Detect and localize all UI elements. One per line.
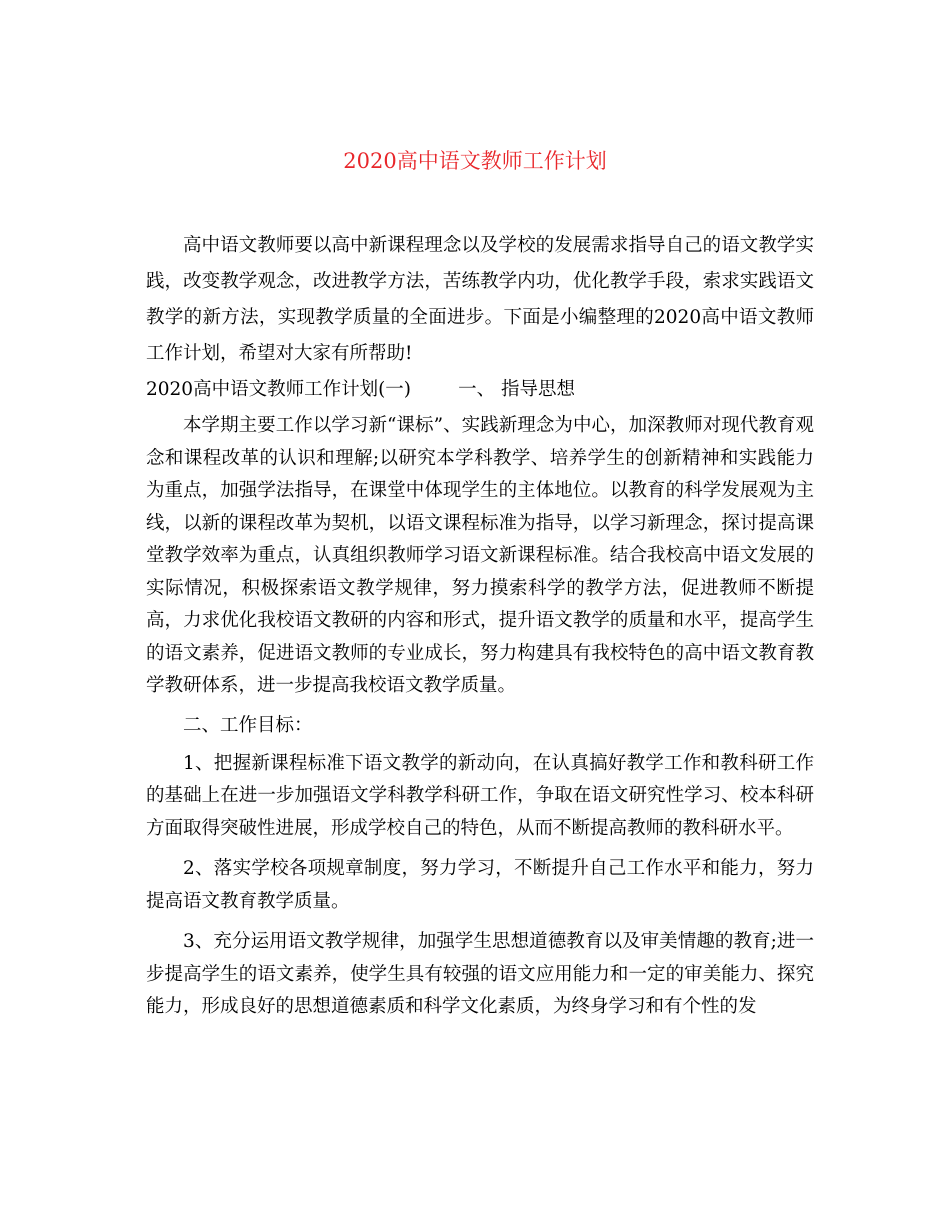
- section-two-heading: 二、工作目标：: [183, 714, 313, 736]
- goal-item-2: 2、落实学校各项规章制度，努力学习，不断提升自己工作水平和能力，努力提高语文教育教学质量。: [146, 858, 814, 912]
- document-title: 2020高中语文教师工作计划: [343, 149, 607, 173]
- section-one-heading: 一、 指导思想: [458, 379, 575, 400]
- goal-item-3: 3、充分运用语文教学规律，加强学生思想道德教育以及审美情趣的教育;进一步提高学生的语文素养，使学生具有较强的语文应用能力和一定的审美能力、探究能力，形成良好的思想道德素质和科学文化素质，为终身学习和有个性的发: [146, 931, 814, 1017]
- intro-paragraph: 高中语文教师要以高中新课程理念以及学校的发展需求指导自己的语文教学实践，改变教学观念，改进教学方法，苦练教学内功，优化教学手段，索求实践语文教学的新方法，实现教学质量的全面进步。下面是小编整理的2020高中语文教师工作计划，希望对大家有所帮助!: [146, 235, 814, 364]
- goal-item-1: 1、把握新课程标准下语文教学的新动向，在认真搞好教学工作和教科研工作的基础上在进一步加强语文学科教学科研工作，争取在语文研究性学习、校本科研方面取得突破性进展，形成学校自己的特色，从而不断提高教师的教科研水平。: [146, 752, 814, 839]
- section-one-label: 2020高中语文教师工作计划(一): [146, 379, 412, 400]
- section-one-line: [146, 372, 814, 408]
- document-body: [146, 228, 814, 1024]
- guiding-paragraph: 本学期主要工作以学习新“课标”、实践新理念为中心，加深教师对现代教育观念和课程改革的认识和理解;以研究本学科教学、培养学生的创新精神和实践能力为重点，加强学法指导，在课堂中体现学生的主体地位。以教育的科学发展观为主线，以新的课程改革为契机，以语文课程标准为指导，以学习新理念，探讨提高课堂教学效率为重点，认真组织教师学习语文新课程标准。结合我校高中语文发展的实际情况，积极探索语文教学规律，努力摸索科学的教学方法，促进教师不断提高，力求优化我校语文教研的内容和形式，提升语文教学的质量和水平，提高学生的语文素养，促进语文教师的专业成长，努力构建具有我校特色的高中语文教育教学教研体系，进一步提高我校语文教学质量。: [146, 415, 814, 696]
